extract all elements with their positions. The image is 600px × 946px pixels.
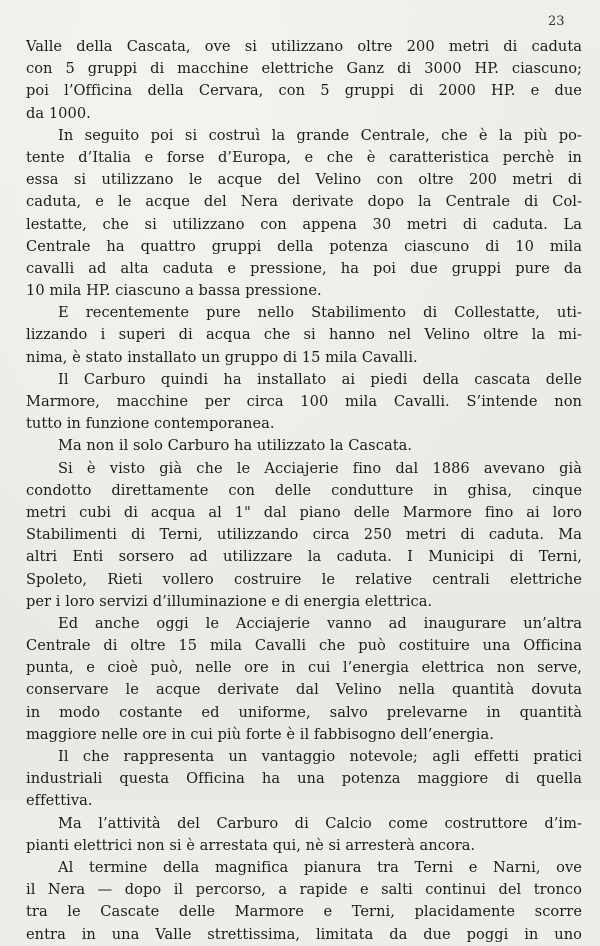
text-line: Al termine della magnifica pianura tra Terni e Narni, ove — [58, 858, 582, 876]
text-line: lizzando i superi di acqua che si hanno nel Velino oltre la mi- — [26, 326, 582, 344]
text-line: conservare le acque derivate dal Velino nella quantità dovuta — [26, 681, 582, 699]
text-line: Centrale di oltre 15 mila Cavalli che può costituire una Officina — [26, 637, 582, 655]
text-line: lestatte, che si utilizzano con appena 30 metri di caduta. La — [26, 215, 582, 233]
text-line: In seguito poi si costruì la grande Centrale, che è la più po- — [58, 126, 582, 144]
text-line: caduta, e le acque del Nera derivate dopo la Centrale di Col- — [26, 193, 582, 211]
text-line: maggiore nelle ore in cui più forte è il fabbisogno dell’energia. — [26, 725, 494, 743]
text-line: punta, e cioè può, nelle ore in cui l’energia elettrica non serve, — [26, 659, 582, 677]
text-line: Ma non il solo Carburo ha utilizzato la Cascata. — [58, 437, 413, 455]
page-number: 23 — [548, 14, 565, 29]
text-line: da 1000. — [26, 104, 91, 122]
text-line: Centrale ha quattro gruppi della potenza ciascuno di 10 mila — [26, 237, 582, 255]
text-line: metri cubi di acqua al 1" dal piano delle Marmore fino ai loro — [26, 503, 582, 521]
text-line: Si è visto già che le Acciajerie fino dal 1886 avevano già — [58, 459, 582, 477]
body-text — [26, 36, 582, 946]
text-line: effettiva. — [26, 792, 93, 810]
text-line: tente d’Italia e forse d’Europa, e che è caratteristica perchè in — [26, 148, 582, 166]
text-line: pianti elettrici non si è arrestata qui, nè si arresterà ancora. — [26, 836, 476, 854]
text-line: Ed anche oggi le Acciajerie vanno ad inaugurare un’altra — [58, 614, 582, 632]
text-line: Il Carburo quindi ha installato ai piedi della cascata delle — [58, 370, 582, 388]
text-line: tutto in funzione contemporanea. — [26, 415, 275, 433]
text-line: Marmore, macchine per circa 100 mila Cavalli. S’intende non — [26, 393, 582, 410]
text-line: altri Enti sorsero ad utilizzare la caduta. I Municipi di Terni, — [26, 548, 582, 566]
text-line: condotto direttamente con delle condutture in ghisa, cinque — [26, 481, 582, 499]
text-line: Ma l’attività del Carburo di Calcio come costruttore d’im- — [58, 814, 582, 832]
text-line: Valle della Cascata, ove si utilizzano oltre 200 metri di caduta — [26, 38, 582, 55]
text-line: E recentemente pure nello Stabilimento di Collestatte, uti- — [58, 304, 582, 322]
text-line: tra le Cascate delle Marmore e Terni, placidamente scorre — [26, 903, 582, 921]
text-line: essa si utilizzano le acque del Velino con oltre 200 metri di — [26, 171, 582, 189]
text-line: Stabilimenti di Terni, utilizzando circa 250 metri di caduta. Ma — [26, 526, 582, 544]
text-line: Spoleto, Rieti vollero costruire le relative centrali elettriche — [26, 570, 582, 588]
text-line: industriali questa Officina ha una potenza maggiore di quella — [26, 770, 582, 788]
text-line: nima, è stato installato un gruppo di 15 mila Cavalli. — [26, 348, 418, 366]
text-line: in modo costante ed uniforme, salvo prelevarne in quantità — [26, 703, 582, 721]
text-line: cavalli ad alta caduta e pressione, ha poi due gruppi pure da — [26, 259, 582, 277]
text-line: Il che rappresenta un vantaggio notevole; agli effetti pratici — [58, 748, 582, 765]
text-line: 10 mila HP. ciascuno a bassa pressione. — [26, 282, 322, 300]
text-line: entra in una Valle strettissima, limitata da due poggi in uno — [26, 925, 582, 943]
text-line: il Nera — dopo il percorso, a rapide e salti continui del tronco — [26, 881, 582, 899]
text-line: con 5 gruppi di macchine elettriche Ganz di 3000 HP. ciascuno; — [26, 60, 582, 78]
text-line: poi l’Officina della Cervara, con 5 gruppi di 2000 HP. e due — [26, 82, 582, 100]
text-line: per i loro servizi d’illuminazione e di energia elettrica. — [26, 592, 433, 610]
